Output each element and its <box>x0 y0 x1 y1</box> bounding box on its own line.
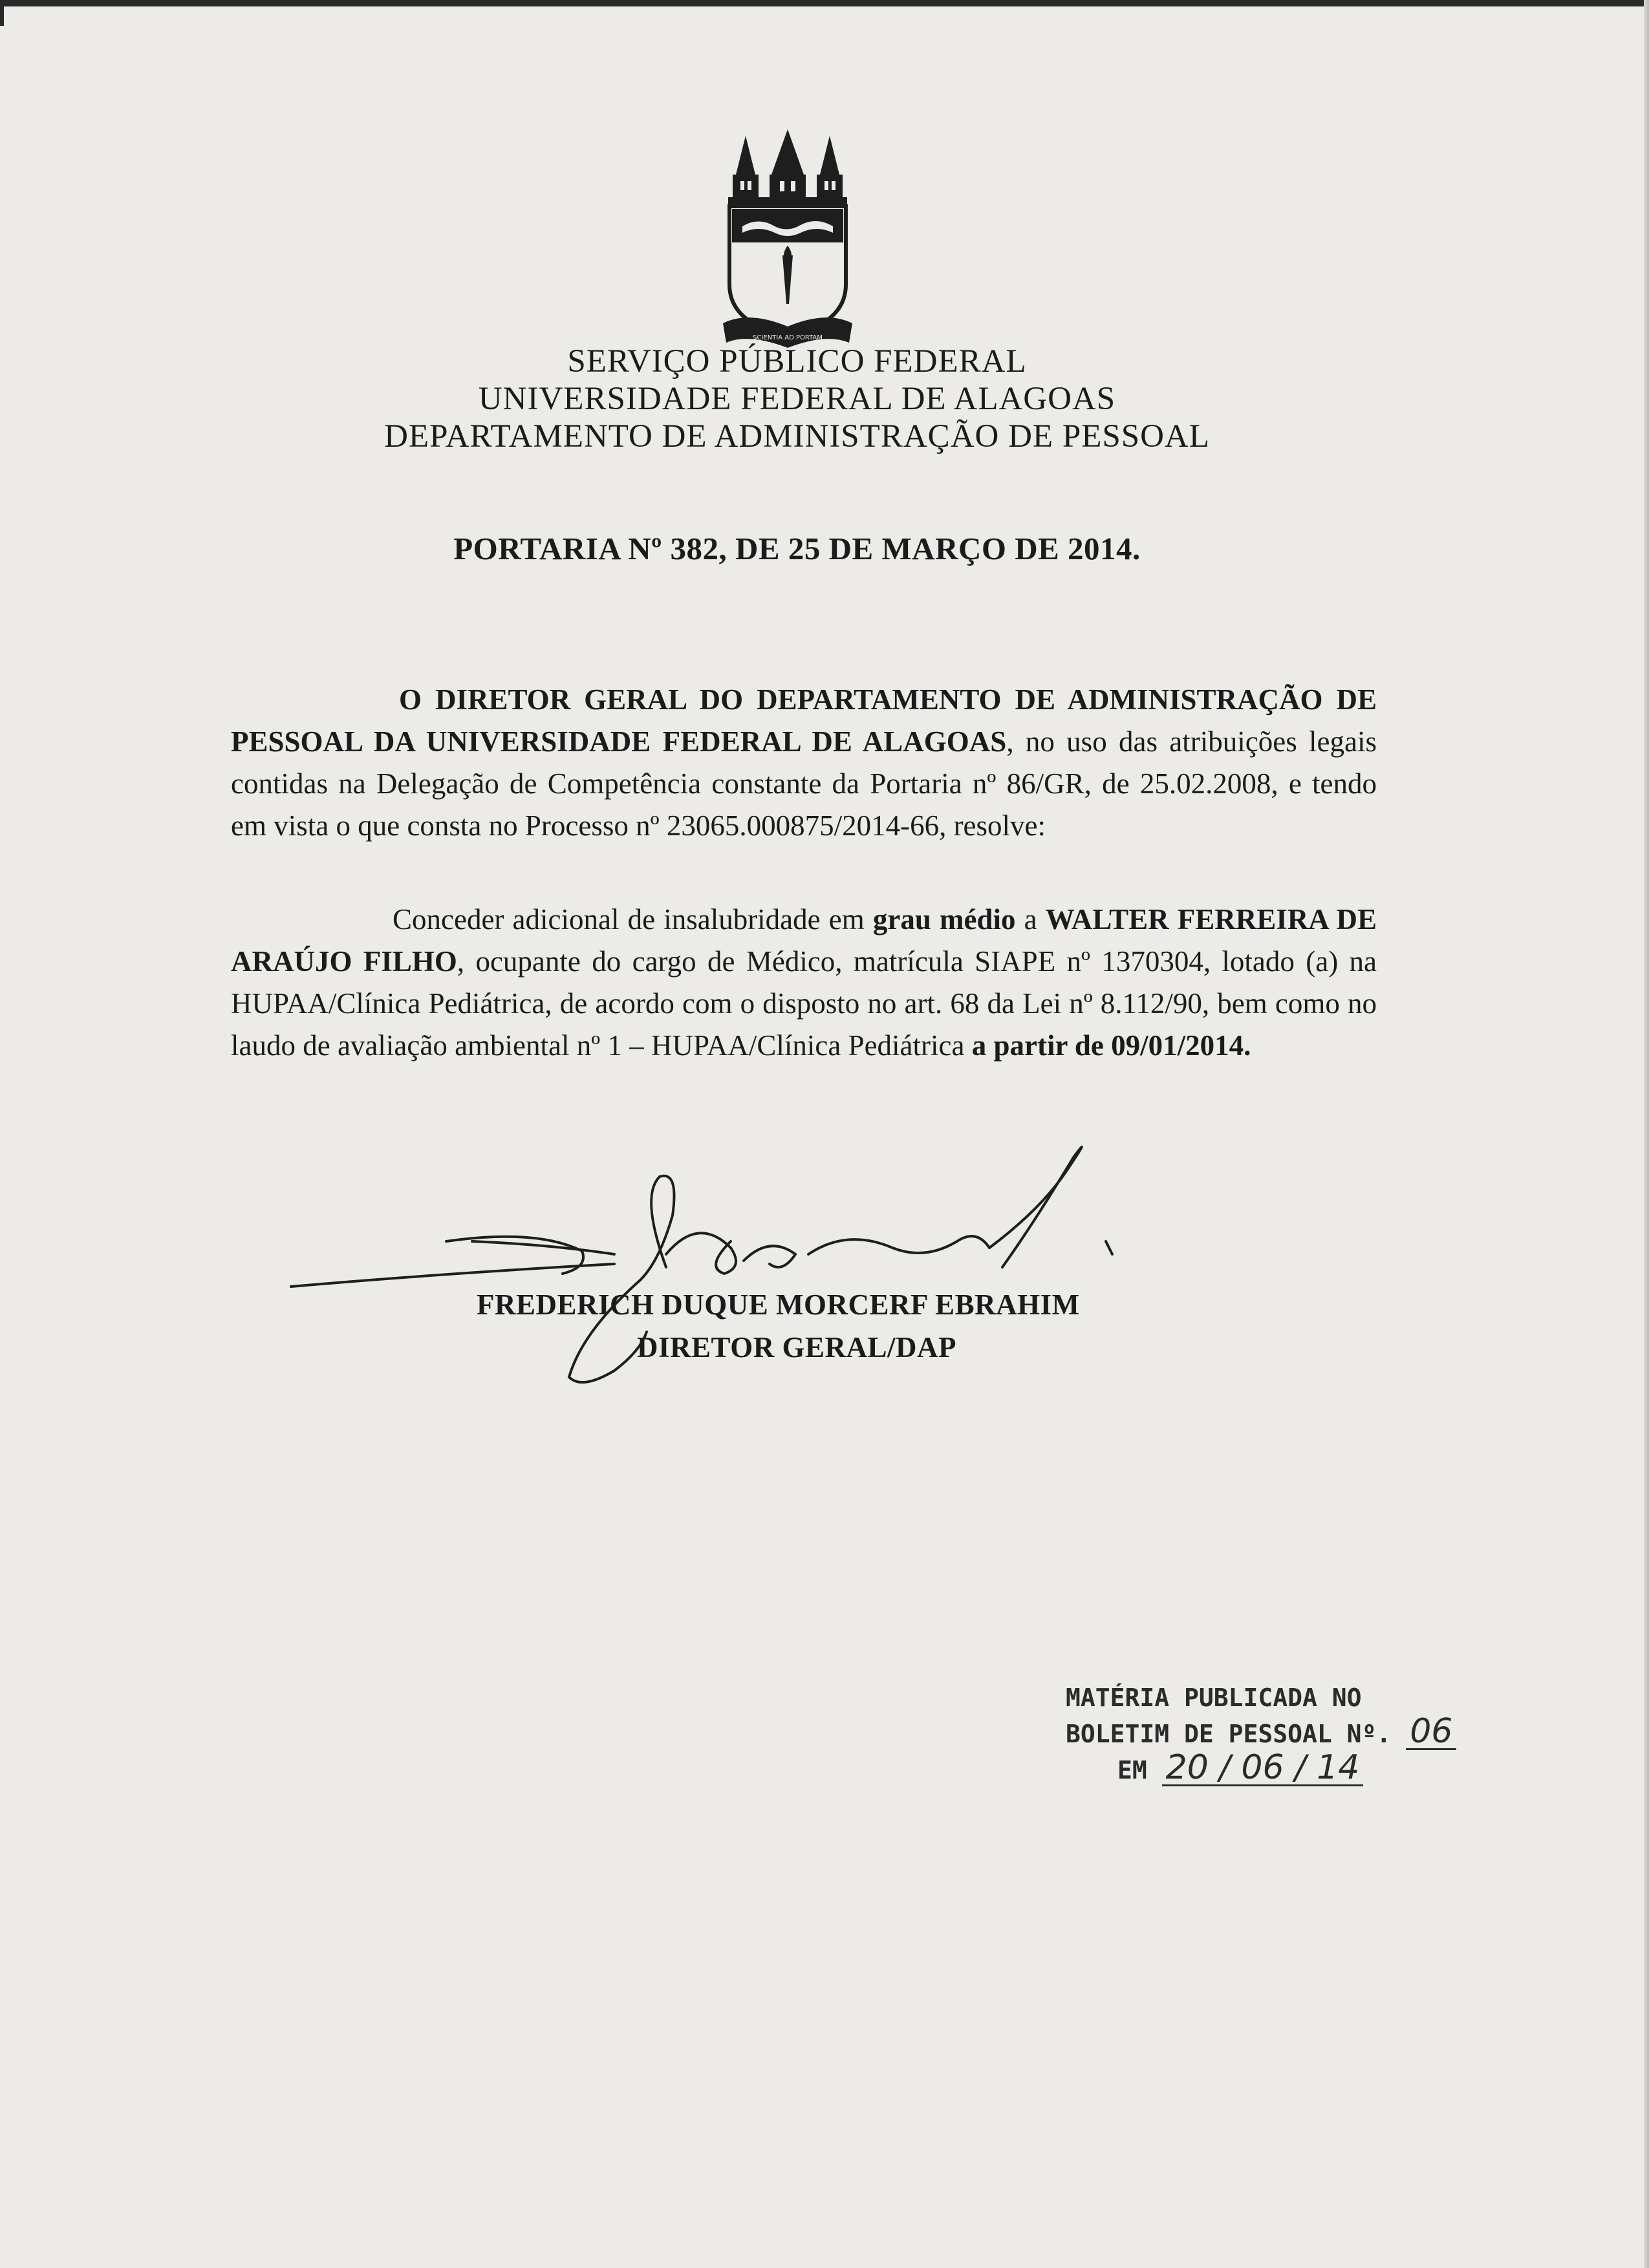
stamp-bulletin-number: 06 <box>1406 1715 1456 1750</box>
crest-motto: SCIENTIA AD PORTAM <box>753 334 823 341</box>
publication-stamp <box>1066 1681 1453 1787</box>
preamble-text: , no uso das atribuições legais contidas na Delegação de Competência constante da Portaria nº 86/GR, de 25.02.2008, e tendo em vista o que consta no Processo nº 23065.000875/2014-66, resolve: <box>231 725 1377 842</box>
paragraph-preamble <box>231 679 1377 847</box>
paragraph-resolution <box>231 899 1377 1067</box>
scan-edge-top <box>0 0 1649 6</box>
stamp-line-2 <box>1066 1712 1453 1751</box>
stamp-bulletin-label: BOLETIM DE PESSOAL Nº. <box>1066 1720 1392 1748</box>
stamp-date-label: EM <box>1117 1756 1147 1784</box>
resolution-text-2: a <box>1015 903 1046 936</box>
scan-edge-left <box>0 0 4 26</box>
university-crest-logo <box>723 129 852 359</box>
preamble-bold: O DIRETOR GERAL DO DEPARTAMENTO DE ADMINISTRAÇÃO DE PESSOAL DA UNIVERSIDADE FEDERAL DE ALAGOAS <box>231 683 1377 758</box>
header-line-2: UNIVERSIDADE FEDERAL DE ALAGOAS <box>478 381 1116 417</box>
handwritten-signature <box>278 1118 1248 1416</box>
stamp-line-1: MATÉRIA PUBLICADA NO <box>1066 1684 1362 1712</box>
signatory-name: FREDERICH DUQUE MORCERF EBRAHIM <box>477 1289 1080 1321</box>
document-header <box>0 343 1594 455</box>
stamp-line-3 <box>1117 1748 1428 1787</box>
resolution-text-1: Conceder adicional de insalubridade em <box>393 903 873 936</box>
stamp-date-value: 20 / 06 / 14 <box>1162 1751 1364 1786</box>
resolution-grade: grau médio <box>872 903 1016 936</box>
document-title: PORTARIA Nº 382, DE 25 DE MARÇO DE 2014. <box>453 531 1141 566</box>
resolution-employee-name: WALTER FERREIRA DE ARAÚJO FILHO <box>231 903 1377 978</box>
signatory-role: DIRETOR GERAL/DAP <box>637 1331 956 1364</box>
resolution-effective-date: a partir de 09/01/2014. <box>971 1029 1251 1062</box>
scan-edge-right <box>1644 0 1649 2268</box>
resolution-text-3: , ocupante do cargo de Médico, matrícula SIAPE nº 1370304, lotado (a) na HUPAA/Clínica Pediátrica, de acordo com o disposto no art. 68 da Lei nº 8.112/90, bem como no laudo de avaliação ambiental nº 1 – HUPAA/Clínica Pediátrica <box>231 945 1377 1062</box>
header-line-3: DEPARTAMENTO DE ADMINISTRAÇÃO DE PESSOAL <box>384 418 1210 455</box>
header-line-1: SERVIÇO PÚBLICO FEDERAL <box>567 343 1027 380</box>
